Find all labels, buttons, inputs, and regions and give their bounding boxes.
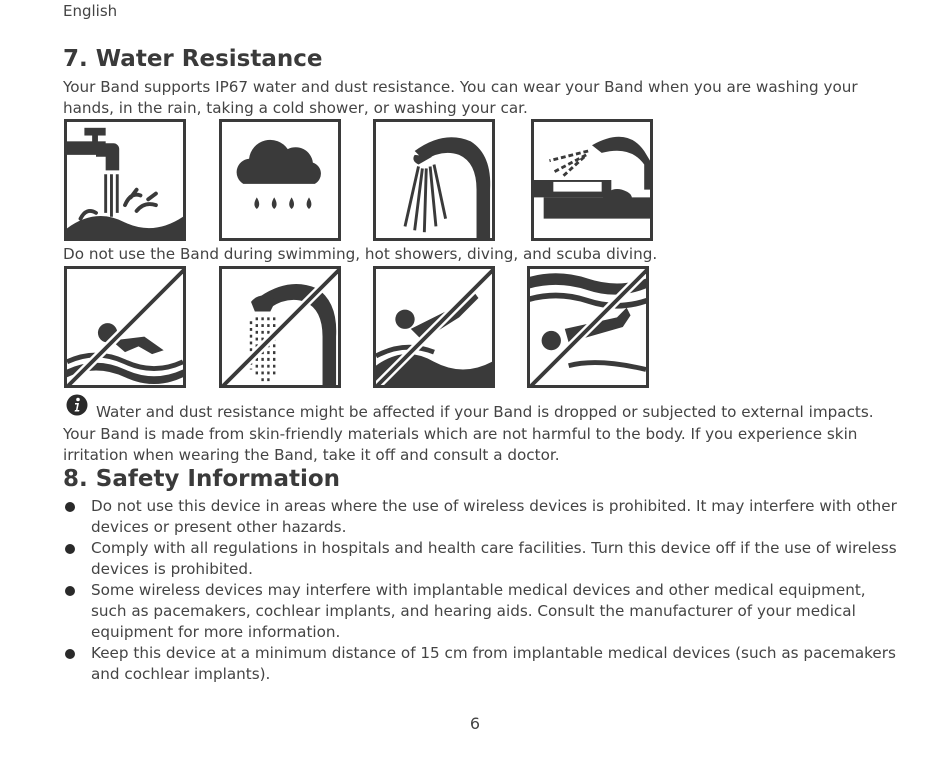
rain-cloud-icon: [219, 119, 341, 241]
no-diving-icon: [373, 266, 495, 388]
tap-washing-hands-icon: [64, 119, 186, 241]
water-resistance-heading: 7. Water Resistance: [63, 46, 323, 72]
info-icon: [66, 394, 88, 416]
car-wash-icon: [531, 119, 653, 241]
cold-shower-icon: [373, 119, 495, 241]
bullet-icon: [65, 502, 75, 512]
page-number: 6: [469, 714, 481, 733]
water-warning-text: Do not use the Band during swimming, hot showers, diving, and scuba diving.: [63, 245, 658, 263]
bullet-icon: [65, 649, 75, 659]
skin-info-text: Your Band is made from skin-friendly materials which are not harmful to the body. If you experience skin irritation when wearing the Band, take it off and consult a doctor.: [63, 425, 858, 464]
no-swimming-icon: [64, 266, 186, 388]
water-intro-text: Your Band supports IP67 water and dust resistance. You can wear your Band when you are washing your hands, in the rain, taking a cold shower, or washing your car.: [63, 78, 858, 117]
bullet-icon: [65, 544, 75, 554]
no-scuba-diving-icon: [527, 266, 649, 388]
safety-item: Do not use this device in areas where the use of wireless devices is prohibited. It may interfere with other devices or present other hazards.: [63, 496, 903, 538]
language-label: English: [63, 2, 118, 20]
info-note-text: Water and dust resistance might be affected if your Band is dropped or subjected to external impacts.: [96, 403, 874, 421]
no-hot-shower-icon: [219, 266, 341, 388]
safety-item: Some wireless devices may interfere with implantable medical devices and other medical equipment, such as pacemakers, cochlear implants, and hearing aids. Consult the manufacturer of your medical equipment for more information.: [63, 580, 903, 643]
safety-list: [63, 496, 903, 685]
safety-item: Keep this device at a minimum distance of 15 cm from implantable medical devices (such as pacemakers and cochlear implants).: [63, 643, 903, 685]
safety-information-heading: 8. Safety Information: [63, 466, 341, 492]
safety-item: Comply with all regulations in hospitals and health care facilities. Turn this device off if the use of wireless devices is prohibited.: [63, 538, 903, 580]
bullet-icon: [65, 586, 75, 596]
